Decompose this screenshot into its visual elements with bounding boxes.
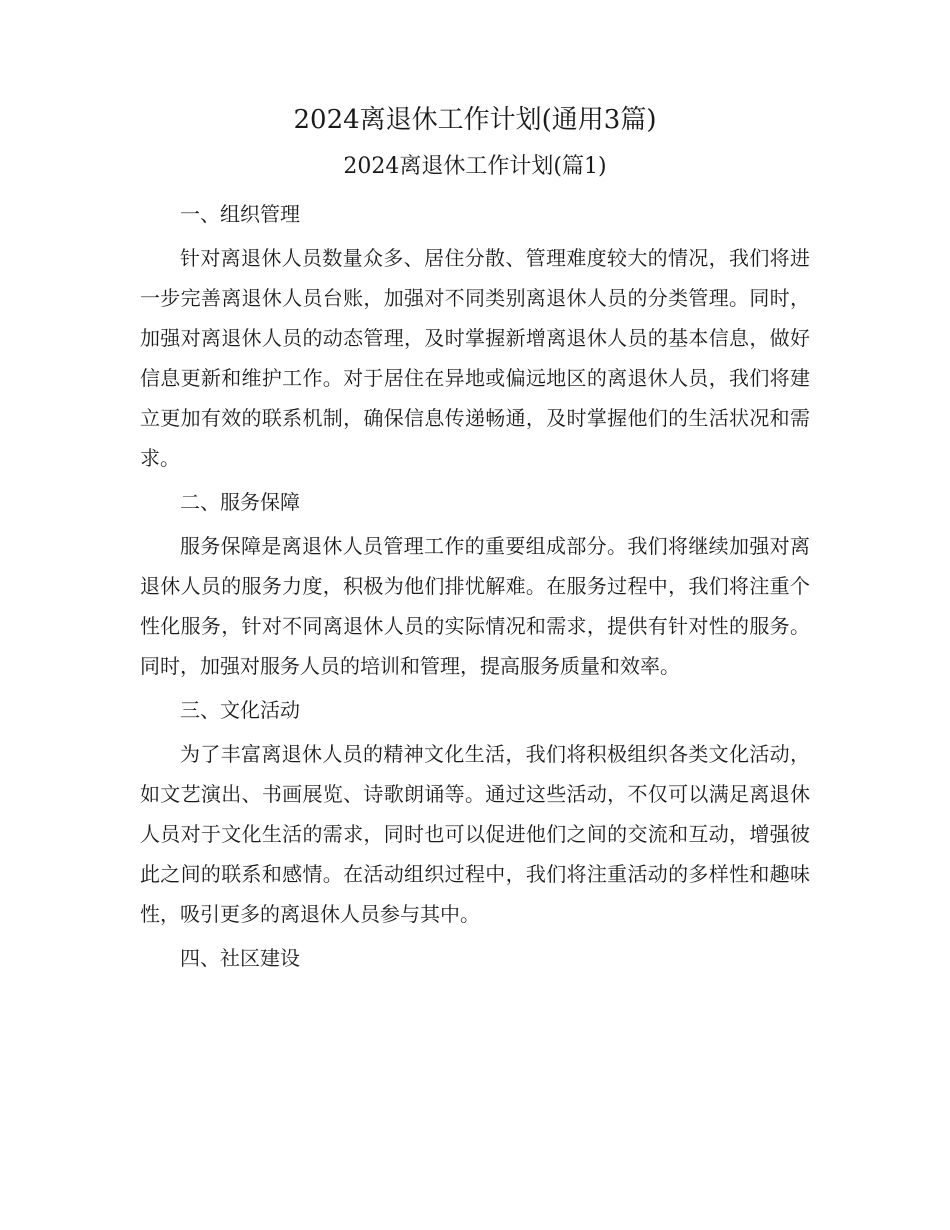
section-body-culture: 为了丰富离退休人员的精神文化生活，我们将积极组织各类文化活动，如文艺演出、书画展览、诗歌朗诵等。通过这些活动，不仅可以满足离退休人员对于文化生活的需求，同时也可以促进他们之间的交流和互动，增强彼此之间的联系和感情。在活动组织过程中，我们将注重活动的多样性和趣味性，吸引更多的离退休人员参与其中。 xyxy=(140,742,810,926)
document-title: 2024离退休工作计划(通用3篇) xyxy=(293,105,657,135)
document-subtitle: 2024离退休工作计划(篇1) xyxy=(343,154,607,179)
document-content xyxy=(140,100,810,982)
section-heading-organization: 一、组织管理 xyxy=(180,202,300,226)
section-heading-service: 二、服务保障 xyxy=(180,490,300,514)
section-body-service: 服务保障是离退休人员管理工作的重要组成部分。我们将继续加强对离退休人员的服务力度，积极为他们排忧解难。在服务过程中，我们将注重个性化服务，针对不同离退休人员的实际情况和需求，提供有针对性的服务。同时，加强对服务人员的培训和管理，提高服务质量和效率。 xyxy=(140,534,810,678)
section-heading-culture: 三、文化活动 xyxy=(180,698,300,722)
section-body-organization: 针对离退休人员数量众多、居住分散、管理难度较大的情况，我们将进一步完善离退休人员台账，加强对不同类别离退休人员的分类管理。同时，加强对离退休人员的动态管理，及时掌握新增离退休人员的基本信息，做好信息更新和维护工作。对于居住在异地或偏远地区的离退休人员，我们将建立更加有效的联系机制，确保信息传递畅通，及时掌握他们的生活状况和需求。 xyxy=(140,246,810,470)
section-heading-community: 四、社区建设 xyxy=(180,946,300,970)
